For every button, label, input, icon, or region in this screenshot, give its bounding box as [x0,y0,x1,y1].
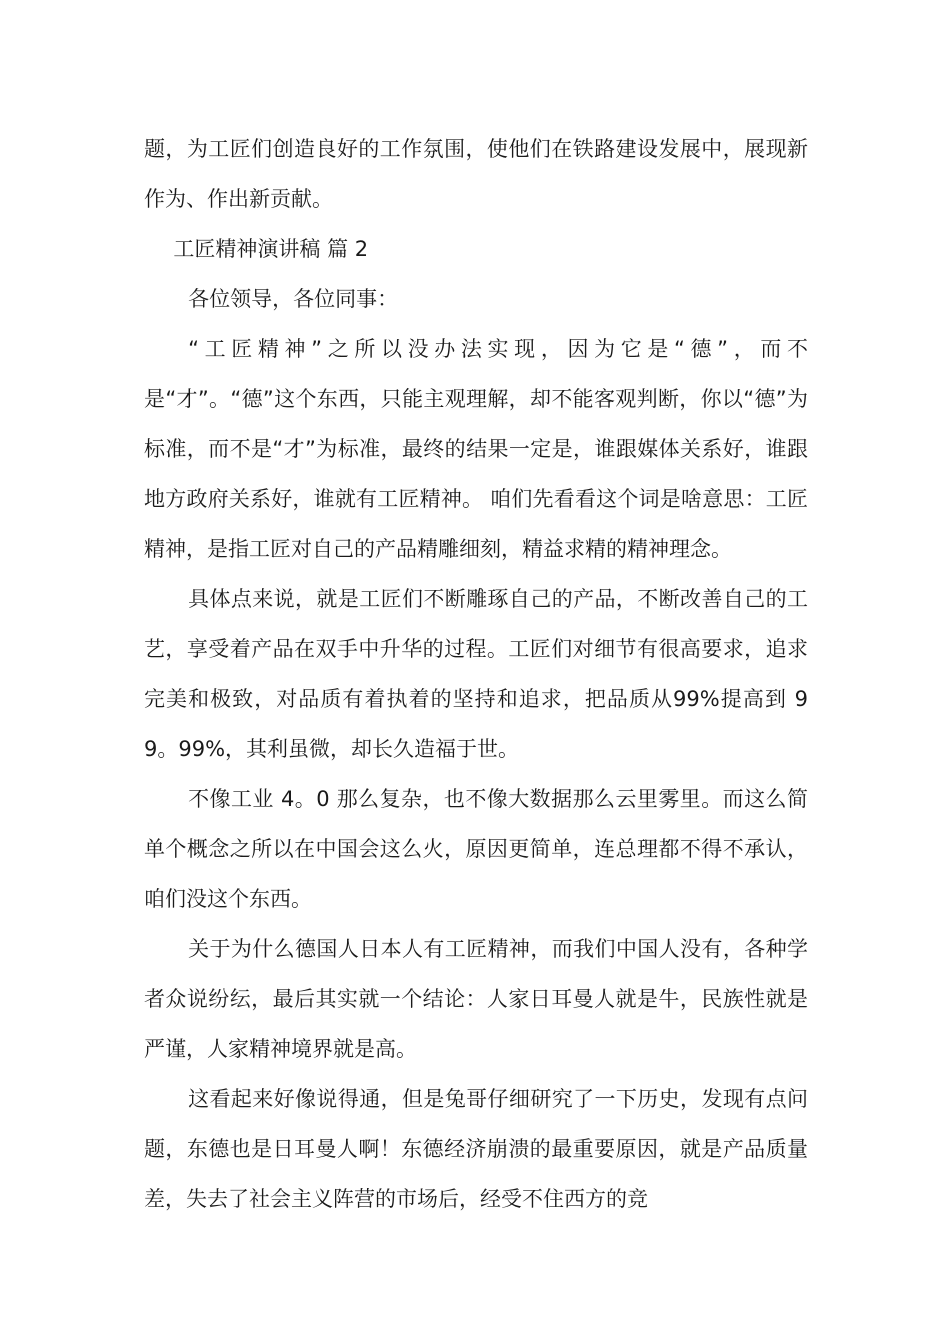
paragraph: 不像工业 4。0 那么复杂，也不像大数据那么云里雾里。而这么简单个概念之所以在中国会这么火，原因更简单，连总理都不得不承认，咱们没这个东西。 [144,787,808,911]
paragraph: 关于为什么德国人日本人有工匠精神，而我们中国人没有，各种学者众说纷纭，最后其实就一个结论：人家日耳曼人就是牛，民族性就是严谨，人家精神境界就是高。 [144,937,808,1061]
document-body [144,124,808,1224]
paragraph: “工匠精神”之所以没办法实现，因为它是“德”，而不是“才”。“德”这个东西，只能主观理解，却不能客观判断，你以“德”为标准，而不是“才”为标准，最终的结果一定是，谁跟媒体关系好，谁跟地方政府关系好，谁就有工匠精神。 咱们先看看这个词是啥意思：工匠精神，是指工匠对自己的产品精雕细刻，精益求精的精神理念。 [144,337,808,561]
paragraph: 具体点来说，就是工匠们不断雕琢自己的产品，不断改善自己的工艺，享受着产品在双手中升华的过程。工匠们对细节有很高要求，追求完美和极致，对品质有着执着的坚持和追求，把品质从99%提高到 99。99%，其利虽微，却长久造福于世。 [144,587,808,761]
paragraph: 这看起来好像说得通，但是兔哥仔细研究了一下历史，发现有点问题，东德也是日耳曼人啊！东德经济崩溃的最重要原因，就是产品质量差，失去了社会主义阵营的市场后，经受不住西方的竞 [144,1087,808,1211]
section-heading: 工匠精神演讲稿 篇 2 [173,237,369,261]
salutation: 各位领导，各位同事： [188,287,399,311]
paragraph-continuation: 题，为工匠们创造良好的工作氛围，使他们在铁路建设发展中，展现新作为、作出新贡献。 [144,137,808,211]
